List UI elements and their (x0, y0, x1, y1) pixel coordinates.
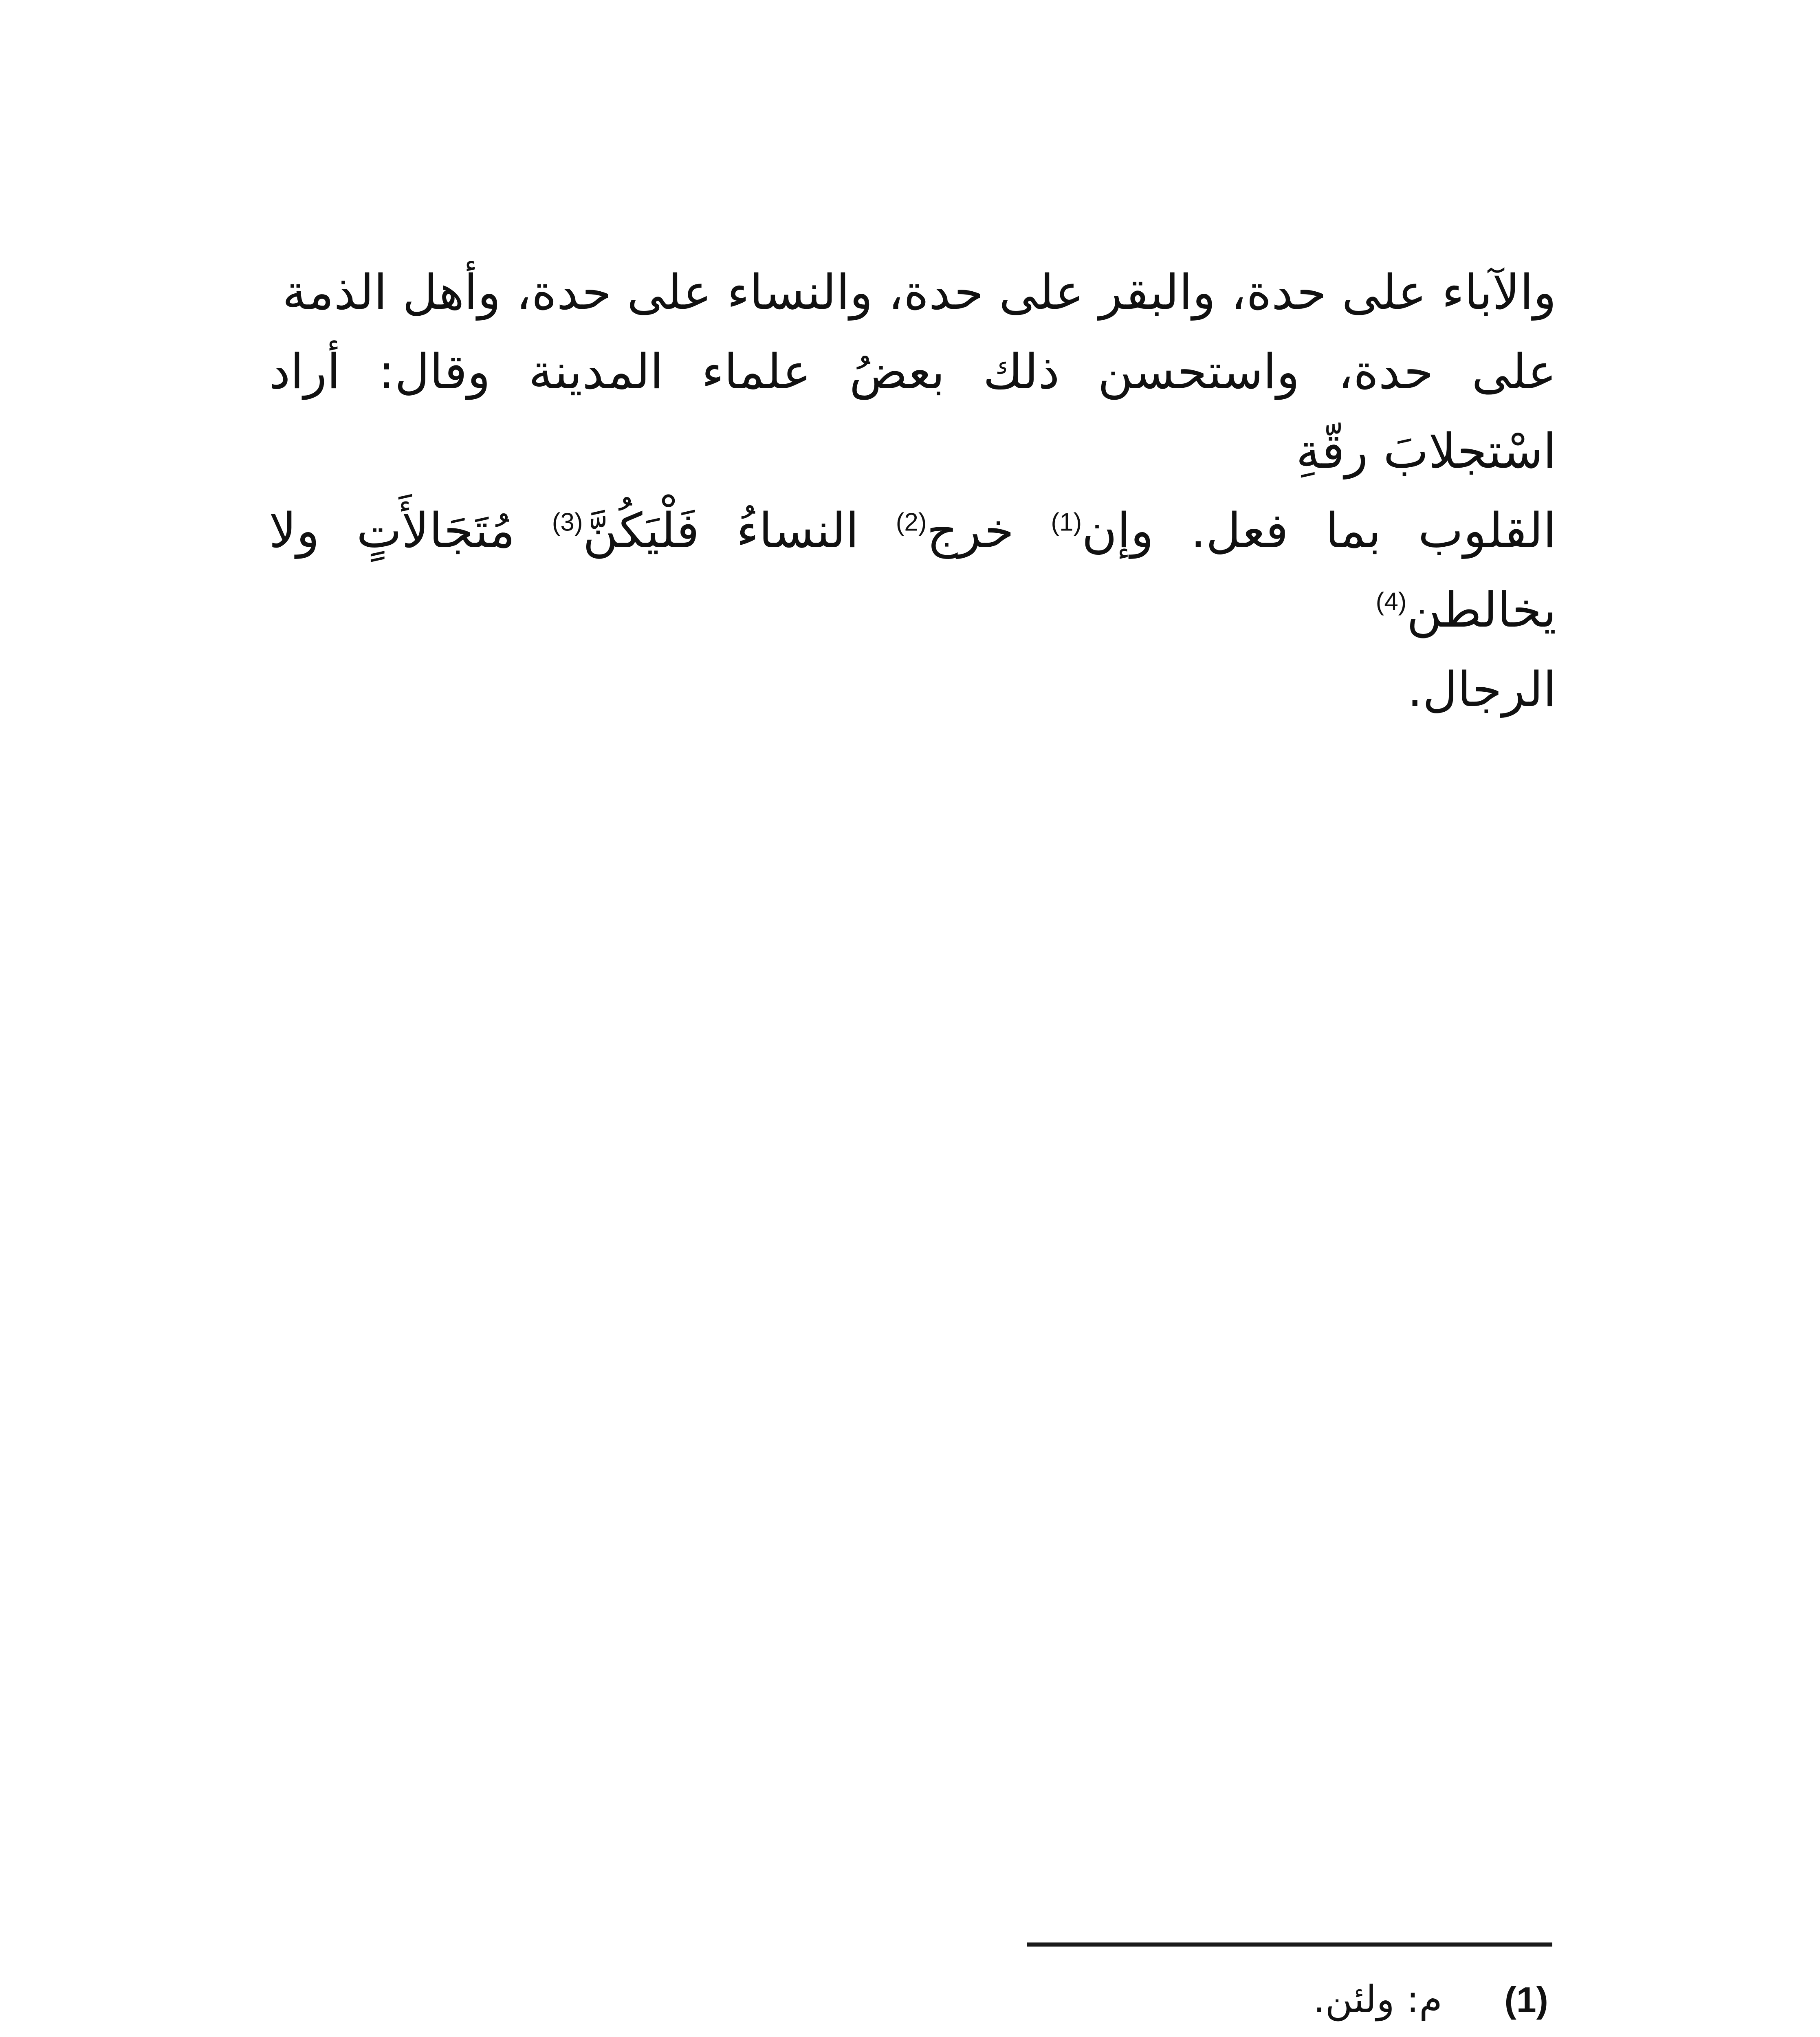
footnotes-block (774, 1968, 1548, 2037)
footnote-text: م: ولئن. (1313, 1978, 1442, 2021)
text-segment: مُتَجَالأَتٍ ولا يخالطن (269, 502, 1556, 638)
text-line-1: والآباء على حدة، والبقر على حدة، والنساء على حدة، وأهل الذمة (282, 264, 1556, 320)
footnote-ref-1: (1) (1051, 508, 1082, 537)
text-segment: النساءُ فَلْيَكُنَّ (583, 502, 896, 559)
footnote-item (774, 2031, 1548, 2037)
footnote-number: (1) (1504, 1980, 1548, 2020)
footnote-ref-2: (2) (896, 508, 927, 537)
text-line-3 (269, 491, 1556, 650)
footnote-number (1459, 2032, 1548, 2037)
footnote-text (1286, 2031, 1459, 2037)
text-line-4: الرجال. (1407, 661, 1556, 717)
footnote-separator (1027, 1942, 1552, 1947)
footnote-ref-3: (3) (552, 508, 583, 537)
text-segment: خرج (927, 502, 1051, 559)
footnote-ref-4: (4) (1375, 587, 1407, 616)
text-segment: القلوب بما فعل. وإن (1082, 502, 1556, 559)
footnote-item (774, 1968, 1548, 2031)
text-line-2: على حدة، واستحسن ذلك بعضُ علماء المدينة وقال: أراد اسْتجلابَ رقّةِ (269, 343, 1556, 479)
main-paragraph (269, 253, 1556, 729)
